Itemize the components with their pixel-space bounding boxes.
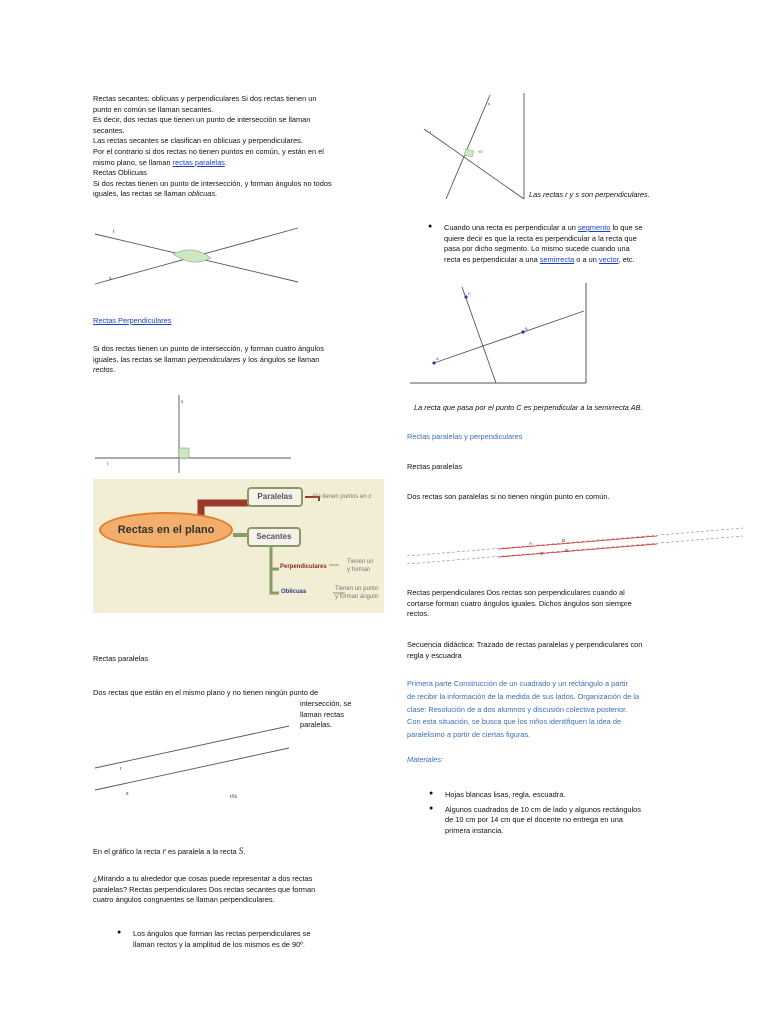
label-r: r	[107, 461, 109, 466]
label-r: r	[113, 229, 115, 235]
intro-line: Rectas secantes: oblicuas y perpendiculares Si dos rectas tienen un	[93, 94, 317, 103]
line-s	[95, 748, 289, 790]
bullet-text: pasa por dicho segmento. Lo mismo sucede cuando una	[444, 244, 630, 254]
intro-line: Es decir, dos rectas que tienen un punto de intersección se llaman	[93, 115, 311, 125]
list-item	[429, 805, 689, 837]
node-label: Secantes	[256, 532, 292, 541]
secuencia-line: Secuencia didáctica: Trazado de rectas paralelas y perpendiculares con	[407, 640, 643, 649]
secuencia-line: regla y escuadra	[407, 650, 462, 660]
primera-line: Con esta situación, se busca que los niños identifiquen la idea de	[407, 717, 622, 727]
perpendicular-lines-figure	[93, 393, 293, 475]
label-c: C	[468, 291, 471, 296]
parallel-lines-figure	[93, 724, 293, 800]
punctuation: .	[113, 365, 116, 375]
primera-parte-text	[407, 678, 682, 742]
grafico-text-part: es paralela a la recta	[165, 847, 239, 856]
bullet-text: lo que se	[610, 223, 643, 232]
intro-line: iguales, las rectas se llaman	[93, 189, 188, 199]
list-item	[429, 790, 689, 801]
paralelas-text-line: llaman rectas	[300, 709, 344, 719]
perp-line: Si dos rectas tienen un punto de intersección, y forman cuatro ángulos	[93, 344, 324, 353]
label-b: B	[525, 326, 528, 331]
bullet-line: Los ángulos que forman las rectas perpendiculares se	[133, 929, 311, 938]
right-angle-mark	[464, 149, 474, 157]
fig-mid-caption: La recta que pasa por el punto C es perpendicular a la semirrecta AB.	[414, 403, 643, 412]
dashed-line-2	[407, 536, 743, 564]
red-line-ab	[499, 536, 657, 549]
list-item	[117, 929, 357, 950]
perp-line: Rectas perpendiculares Dos rectas son perpendiculares cuando al	[407, 588, 625, 597]
perpendicular-ray-figure	[410, 283, 590, 385]
materiales-heading: Materiales:	[407, 755, 444, 764]
red-line-cd	[499, 544, 657, 557]
bullet-text: quiere decir es que la recta es perpendicular a la recta que	[444, 233, 637, 243]
mind-map-image	[93, 479, 384, 613]
connector-sub	[271, 545, 279, 593]
vector-link[interactable]: vector	[598, 254, 619, 264]
intro-line: Las rectas secantes se clasifican en oblicuas y perpendiculares.	[93, 136, 303, 146]
label-c: C	[540, 551, 544, 556]
leaf-obl-1: Tienen un punto	[335, 586, 379, 592]
node-paralelas	[247, 487, 303, 507]
right-angle-bullet-list	[117, 929, 357, 950]
perp-line: cortarse forman cuatro ángulos iguales. Dichos ángulos son siempre	[407, 598, 632, 608]
node-perpendiculares: Perpendiculares	[280, 564, 327, 570]
line-r	[95, 726, 289, 768]
oblicuas-term: oblicuas	[187, 189, 216, 199]
list-item	[428, 223, 678, 265]
perpendicular-line	[462, 287, 496, 383]
label-rs: r//s	[230, 794, 237, 800]
intro-line: Por el contrario si dos rectas no tienen puntos en común, y están en el	[93, 146, 324, 156]
leaf-perp-2: y forman	[347, 567, 371, 573]
grafico-text-part: En el gráfico la recta	[93, 847, 163, 856]
paralelas-heading: Rectas paralelas	[93, 654, 149, 663]
label-b: B	[562, 538, 566, 543]
perpendicular-rs-figure	[424, 93, 528, 199]
primera-line: clase: Resolución de a dos alumnos y discusión colectiva posterior.	[407, 704, 628, 714]
segmento-link[interactable]: segmento	[577, 223, 611, 232]
bullet-line: llaman rectos y la amplitud de los mismos es de 90º.	[133, 939, 305, 949]
label-s: s	[181, 399, 184, 404]
intro-line: punto en común se llaman secantes.	[93, 104, 214, 114]
question-text	[93, 874, 363, 906]
secuencia-text	[407, 640, 677, 661]
primera-line: Primera parte Construcción de un cuadrado y un rectángulo a partir	[407, 679, 629, 688]
angle-mark	[173, 250, 211, 262]
paralelas-text-line: Dos rectas que están en el mismo plano y no tienen ningún punto de	[93, 688, 319, 697]
question-line: cuatro ángulos congruentes se llaman perpendiculares.	[93, 895, 275, 905]
leaf-perp-1: Tienen un	[347, 559, 374, 565]
bullet-text: recta es perpendicular a una	[444, 254, 540, 264]
label-r: r	[430, 129, 432, 134]
perp-line: y los ángulos se llaman	[240, 354, 320, 364]
rectas-perpendiculares-link[interactable]: Rectas Perpendiculares	[93, 316, 172, 325]
punctuation: .	[243, 847, 246, 856]
paralelas-heading-right: Rectas paralelas	[407, 462, 463, 471]
parallel-lines-red-figure	[407, 526, 745, 566]
perp-text-right	[407, 588, 677, 620]
intro-line: Si dos rectas tienen un punto de intersección, y forman ángulos no todos	[93, 178, 332, 188]
label-a: A	[436, 356, 439, 361]
label-s: s	[109, 276, 112, 282]
question-line: ¿Mirando a tu alrededor que cosas puede representar a dos rectas	[93, 874, 313, 883]
material-line: Algunos cuadrados de 10 cm de lado y algunos rectángulos	[445, 804, 641, 814]
right-angle-mark	[179, 448, 189, 458]
node-secantes	[247, 527, 301, 547]
leaf-paralelas: No tienen puntos en c	[313, 494, 372, 500]
material-line: primera instancia.	[445, 825, 504, 835]
dashed-line-1	[407, 528, 743, 556]
material-line: de 10 cm por 14 cm que el docente no entrega en una	[445, 815, 623, 825]
oblicuas-heading: Rectas Oblicuas	[93, 168, 147, 178]
grafico-text	[93, 846, 245, 858]
segment-bullet-list	[428, 223, 678, 265]
oblique-lines-figure	[93, 222, 303, 297]
paralelas-text-line: paralelas.	[300, 720, 333, 730]
ray-ab	[434, 311, 584, 363]
line-diagonal-1	[446, 95, 490, 199]
intro-line: secantes.	[93, 125, 125, 135]
perp-line: iguales, las rectas se llaman	[93, 354, 188, 364]
intro-line: mismo plano, se llaman	[93, 157, 173, 167]
label-d: D	[565, 548, 569, 553]
label-s: s	[126, 791, 129, 797]
material-line: Hojas blancas lisas, regla, escuadra.	[445, 790, 566, 799]
perp-text	[93, 344, 363, 376]
math-s: S	[238, 846, 244, 856]
materials-list	[429, 790, 689, 836]
primera-line: de recibir la información de la medida de sus lados. Organización de la	[407, 691, 640, 701]
node-label: Paralelas	[257, 492, 293, 501]
line-diagonal-2	[424, 129, 524, 199]
punctuation: .	[224, 157, 227, 167]
primera-line: paralelismo a partir de ciertas figuras.	[407, 730, 531, 740]
mind-map-center-node	[99, 512, 233, 548]
intro-text	[93, 94, 363, 200]
node-oblicuas: Oblicuas	[281, 589, 307, 595]
bullet-text: Cuando una recta es perpendicular a un	[444, 223, 578, 232]
label-a: A	[529, 541, 533, 546]
paralelas-text-right: Dos rectas son paralelas si no tienen ningún punto en común.	[407, 492, 610, 501]
paralelas-text-line: intersección, se	[300, 699, 352, 708]
bullet-text: o a un	[574, 254, 599, 264]
label-r: r	[120, 766, 122, 772]
point-a	[432, 361, 435, 364]
fig-top-caption: Las rectas r y s son perpendiculares.	[529, 190, 650, 199]
section-heading: Rectas paralelas y perpendiculares	[407, 432, 523, 441]
angle-label: 90°	[478, 150, 484, 154]
question-line: paralelas? Rectas perpendiculares Dos rectas secantes que forman	[93, 884, 316, 894]
label-s: s	[488, 101, 490, 106]
rectas-paralelas-link[interactable]: rectas paralelas	[172, 157, 225, 167]
perpendiculares-term: perpendiculares	[187, 354, 241, 364]
center-label: Rectas en el plano	[117, 524, 215, 536]
paralelas-text-cont	[300, 699, 351, 731]
punctuation: .	[215, 189, 218, 199]
rectos-term: rectos	[93, 365, 114, 375]
bullet-text: , etc.	[618, 254, 635, 264]
perp-line: rectos.	[407, 609, 430, 619]
leaf-obl-2: y forman ángulo	[335, 594, 379, 600]
semirrecta-link[interactable]: semirrecta	[539, 254, 575, 264]
math-r: r	[162, 846, 166, 856]
